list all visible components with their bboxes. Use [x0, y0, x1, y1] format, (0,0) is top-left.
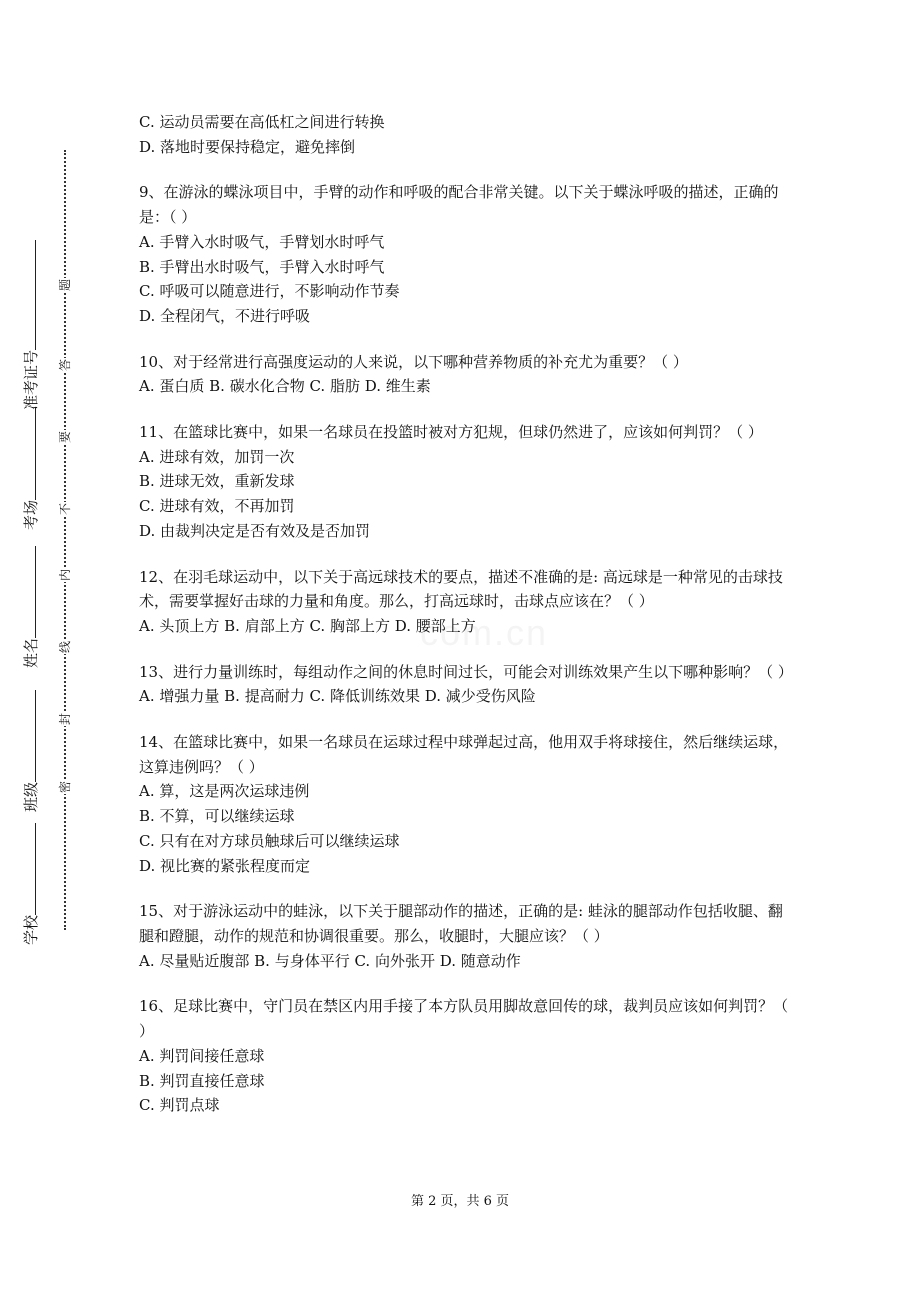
question-15 — [139, 899, 789, 973]
watermark: com.cn — [420, 612, 549, 653]
option: A. 算，这是两次运球违例 — [139, 782, 310, 801]
question-16 — [139, 994, 789, 1118]
question-text: 14、在篮球比赛中，如果一名球员在运球过程中球弹起过高，他用双手将球接住，然后继续运球，这算违例吗？（ ） — [139, 733, 789, 776]
question-text: 10、对于经常进行高强度运动的人来说，以下哪种营养物质的补充尤为重要？（ ） — [139, 352, 688, 371]
option: D. 落地时要保持稳定，避免摔倒 — [139, 137, 356, 156]
seal-char: 密 — [58, 781, 72, 794]
question-14 — [139, 730, 789, 878]
option: C. 呼吸可以随意进行，不影响动作节奏 — [139, 282, 400, 301]
exam-number-blank[interactable] — [21, 240, 36, 350]
option: A. 增强力量 B. 提高耐力 C. 降低训练效果 D. 减少受伤风险 — [139, 687, 536, 706]
name-field[interactable] — [20, 546, 41, 668]
name-label: 姓名 — [22, 637, 40, 668]
question-text: 12、在羽毛球运动中，以下关于高远球技术的要点，描述不准确的是: 高远球是一种常见的击球技术，需要掌握好击球的力量和角度。那么，打高远球时，击球点应该在？（ ） — [139, 567, 783, 611]
exam-room-field[interactable] — [20, 408, 41, 530]
option: D. 全程闭气，不进行呼吸 — [139, 306, 311, 325]
option: A. 蛋白质 B. 碳水化合物 C. 脂肪 D. 维生素 — [139, 377, 431, 396]
option: D. 由裁判决定是否有效及是否加罚 — [139, 521, 371, 540]
seal-char: 题 — [58, 279, 72, 292]
option: A. 进球有效，加罚一次 — [139, 447, 295, 466]
seal-char: 内 — [58, 569, 72, 582]
class-label: 班级 — [22, 781, 40, 812]
option: C. 只有在对方球员触球后可以继续运球 — [139, 831, 400, 850]
binding-margin — [0, 140, 80, 960]
question-12 — [139, 565, 789, 639]
option: C. 运动员需要在高低杠之间进行转换 — [139, 113, 385, 131]
exam-room-label: 考场 — [22, 499, 40, 530]
option: C. 进球有效，不再加罚 — [139, 497, 295, 516]
school-blank[interactable] — [21, 823, 36, 915]
seal-char: 封 — [58, 713, 72, 726]
question-9 — [139, 180, 789, 328]
question-content — [139, 110, 793, 1118]
seal-line — [64, 150, 66, 930]
question-10 — [139, 350, 789, 399]
question-text: 9、在游泳的蝶泳项目中，手臂的动作和呼吸的配合非常关键。以下关于蝶泳呼吸的描述，正确的是：（ ） — [139, 183, 779, 227]
question-11 — [139, 420, 789, 544]
question-text: 13、进行力量训练时，每组动作之间的休息时间过长，可能会对训练效果产生以下哪种影响？（ ） — [139, 662, 793, 681]
name-blank[interactable] — [21, 546, 36, 638]
option: A. 手臂入水时吸气，手臂划水时呼气 — [139, 232, 385, 251]
exam-number-field[interactable] — [20, 240, 41, 410]
question-13 — [139, 660, 793, 709]
option: B. 手臂出水时吸气，手臂入水时呼气 — [139, 257, 385, 276]
option: B. 进球无效，重新发球 — [139, 472, 295, 491]
seal-char: 答 — [58, 359, 72, 372]
option: A. 头顶上方 B. 肩部上方 C. 胸部上方 D. 腰部上方 — [139, 616, 476, 635]
seal-char: 要 — [58, 431, 72, 444]
class-blank[interactable] — [21, 690, 36, 782]
school-label: 学校 — [22, 914, 40, 945]
exam-number-label: 准考证号 — [22, 349, 40, 410]
question-text: 16、足球比赛中，守门员在禁区内用手接了本方队员用脚故意回传的球，裁判员应该如何判罚？（ ） — [139, 997, 789, 1041]
option: A. 判罚间接任意球 — [139, 1046, 265, 1065]
page-footer: 第 2 页，共 6 页 — [410, 1194, 510, 1209]
option: A. 尽量贴近腹部 B. 与身体平行 C. 向外张开 D. 随意动作 — [139, 951, 521, 970]
option: B. 不算，可以继续运球 — [139, 807, 295, 826]
question-text: 11、在篮球比赛中，如果一名球员在投篮时被对方犯规，但球仍然进了，应该如何判罚？（ ） — [139, 423, 763, 442]
question-text: 15、对于游泳运动中的蛙泳，以下关于腿部动作的描述，正确的是: 蛙泳的腿部动作包括收腿、翻腿和蹬腿，动作的规范和协调很重要。那么，收腿时，大腿应该？（ ） — [139, 902, 783, 945]
school-field[interactable] — [20, 823, 41, 945]
seal-char: 不 — [58, 503, 72, 516]
option: D. 视比赛的紧张程度而定 — [139, 856, 311, 875]
seal-char: 线 — [58, 641, 72, 654]
option: B. 判罚直接任意球 — [139, 1071, 265, 1090]
exam-room-blank[interactable] — [21, 408, 36, 500]
class-field[interactable] — [20, 690, 41, 812]
option: C. 判罚点球 — [139, 1096, 220, 1115]
